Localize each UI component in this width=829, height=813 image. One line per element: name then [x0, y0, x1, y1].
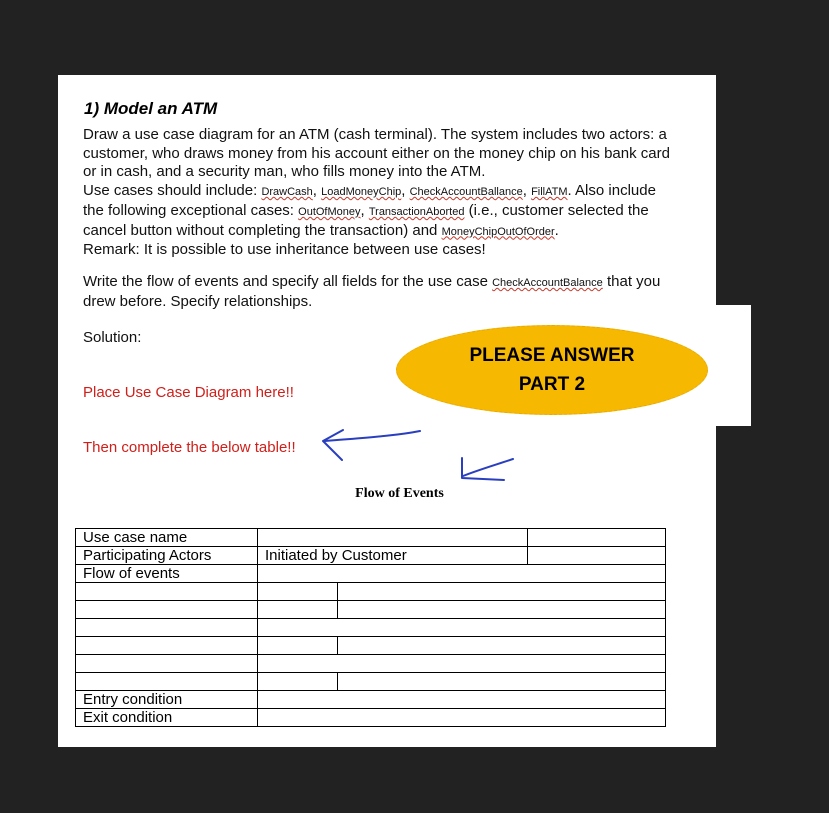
- aborted-note: (i.e., customer selected the: [464, 201, 649, 219]
- statement-line: Draw a use case diagram for an ATM (cash terminal). The system includes two actors: a: [83, 126, 667, 143]
- participating-actors-value[interactable]: Initiated by Customer: [258, 547, 528, 565]
- use-case-checkaccountballance: CheckAccountBallance: [409, 186, 523, 199]
- table-title: Flow of Events: [355, 486, 444, 501]
- use-case-moneychipoutoforder: MoneyChipOutOfOrder: [441, 225, 555, 238]
- use-cases-line: Use cases should include: DrawCash, LoadMoneyChip, CheckAccountBallance, FillATM. Also include: [83, 182, 656, 200]
- remark-line: Remark: It is possible to use inheritance between use cases!: [83, 241, 486, 259]
- question-heading: 1) Model an ATM: [84, 99, 218, 118]
- flow-prefix: Write the flow of events and specify all fields for the use case: [83, 273, 493, 290]
- place-diagram-instruction: Place Use Case Diagram here!!: [83, 384, 294, 401]
- hand-drawn-arrow-icon: [462, 458, 513, 480]
- flow-suffix: that you: [602, 273, 661, 290]
- statement-line: or in cash, and a security man, who fills money into the ATM.: [83, 163, 486, 181]
- participating-actors-label: Participating Actors: [76, 547, 258, 565]
- exceptional-cases-line: the following exceptional cases: OutOfMoney, TransactionAborted (i.e., customer selected the: [83, 201, 649, 219]
- cancel-text: cancel button without completing the transaction) and: [83, 221, 442, 239]
- statement-line: customer, who draws money from his account either on the money chip on his bank card: [83, 144, 670, 162]
- callout-line-2: PART 2: [518, 374, 586, 395]
- use-case-outofmoney: OutOfMoney: [298, 205, 361, 218]
- callout-line-1: PLEASE ANSWER: [469, 345, 635, 366]
- complete-table-instruction: Then complete the below table!!: [83, 439, 296, 456]
- flow-instruction-line: drew before. Specify relationships.: [83, 292, 313, 310]
- use-case-checkaccountbalance: CheckAccountBalance: [492, 277, 603, 289]
- exit-condition-label: Exit condition: [76, 709, 258, 727]
- use-case-loadmoneychip: LoadMoneyChip: [321, 186, 402, 199]
- use-case-drawcash: DrawCash: [261, 186, 313, 199]
- use-cases-prefix: Use cases should include:: [83, 182, 262, 200]
- also-include-text: . Also include: [567, 182, 656, 200]
- entry-condition-label: Entry condition: [76, 691, 258, 709]
- use-case-transactionaborted: TransactionAborted: [368, 205, 465, 218]
- cancel-line: cancel button without completing the transaction) and MoneyChipOutOfOrder.: [83, 221, 559, 239]
- use-case-fillatm: FillATM: [531, 186, 568, 199]
- flow-of-events-label: Flow of events: [76, 565, 258, 583]
- solution-label: Solution:: [83, 329, 142, 346]
- use-case-name-label: Use case name: [76, 529, 258, 547]
- hand-drawn-arrow-icon: [323, 430, 420, 460]
- exceptional-prefix: the following exceptional cases:: [83, 201, 299, 219]
